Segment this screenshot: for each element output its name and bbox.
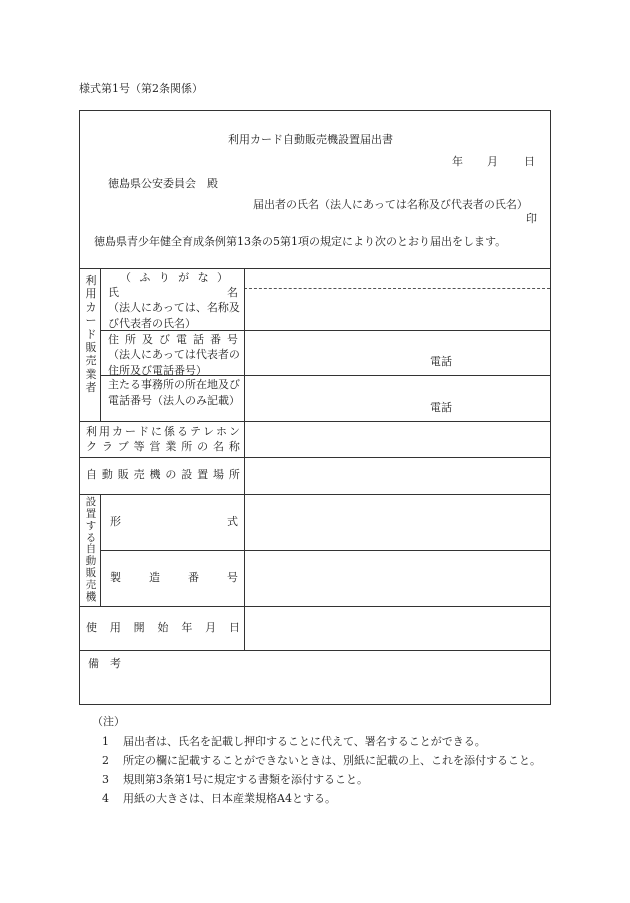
seal-mark: 印 (526, 212, 537, 225)
rule-telclub-bottom (80, 457, 550, 458)
form-title: 利用カード自動販売機設置届出書 (228, 133, 393, 146)
note-item (102, 752, 541, 768)
office-label: 主たる事務所の所在地及び電話番号（法人のみ記載） (108, 378, 240, 407)
applicant-name-label: 届出者の氏名（法人にあっては名称及び代表者の氏名） (253, 198, 528, 211)
note-number: 2 (102, 754, 109, 767)
note-number: 3 (102, 773, 109, 786)
note-text: 規則第3条第1号に規定する書類を添付すること。 (123, 773, 368, 786)
furigana-label: （ ふ り が な ） (120, 271, 228, 284)
form-frame (79, 110, 551, 705)
table-top-rule (80, 268, 550, 269)
date-day: 日 (524, 155, 535, 168)
telclub-label-line2: ク ラ ブ 等 営 業 所 の 名 称 (86, 440, 240, 453)
rule-location-bottom (80, 494, 550, 495)
addressee: 徳島県公安委員会 殿 (108, 177, 218, 190)
furigana-divider (244, 288, 550, 289)
remarks-label: 備 考 (88, 657, 121, 670)
operator-vertical-label: 利 用 カ ー ド 販 売 業 者 (85, 274, 97, 395)
machine-column-rule (100, 494, 101, 606)
note-text: 用紙の大きさは、日本産業規格A4とする。 (123, 792, 336, 805)
note-item (102, 790, 336, 806)
notes-heading: （注） (92, 715, 125, 728)
rule-start-bottom (80, 650, 550, 651)
rule-machine-bottom (80, 606, 550, 607)
note-number: 1 (102, 735, 109, 748)
note-item (102, 771, 368, 787)
serial-label: 製 造 番 号 (110, 571, 238, 584)
note-text: 届出者は、氏名を記載し押印することに代えて、署名することができる。 (123, 735, 486, 748)
note-text: 所定の欄に記載することができないときは、別紙に記載の上、これを添付すること。 (123, 754, 541, 767)
name-label: 氏 名 (108, 286, 238, 299)
note-number: 4 (102, 792, 109, 805)
rule-model-bottom (100, 550, 550, 551)
model-label: 形 式 (110, 515, 238, 528)
date-month: 月 (487, 155, 498, 168)
address-label: 住 所 及 び 電 話 番 号 (108, 333, 238, 346)
address-note: （法人にあっては代表者の住所及び電話番号） (108, 348, 240, 377)
machine-vertical-label: 設 置 す る 自 動 販 売 機 (85, 496, 97, 603)
location-label: 自 動 販 売 機 の 設 置 場 所 (86, 468, 240, 481)
rule-operator-bottom (80, 421, 550, 422)
statement: 徳島県青少年健全育成条例第13条の5第1項の規定により次のとおり届出をします。 (94, 235, 507, 248)
start-date-label: 使 用 開 始 年 月 日 (86, 621, 240, 634)
form-number: 様式第1号（第2条関係） (79, 82, 203, 95)
phone-label-2: 電話 (430, 401, 452, 414)
date-year: 年 (452, 155, 463, 168)
note-item (102, 733, 486, 749)
name-note: （法人にあっては、名称及び代表者の氏名） (108, 301, 240, 330)
telclub-label-line1: 利 用 カ ー ド に 係 る テ レ ホ ン (86, 425, 240, 438)
phone-label-1: 電話 (430, 355, 452, 368)
operator-column-rule (100, 268, 101, 421)
label-column-rule (244, 268, 245, 650)
